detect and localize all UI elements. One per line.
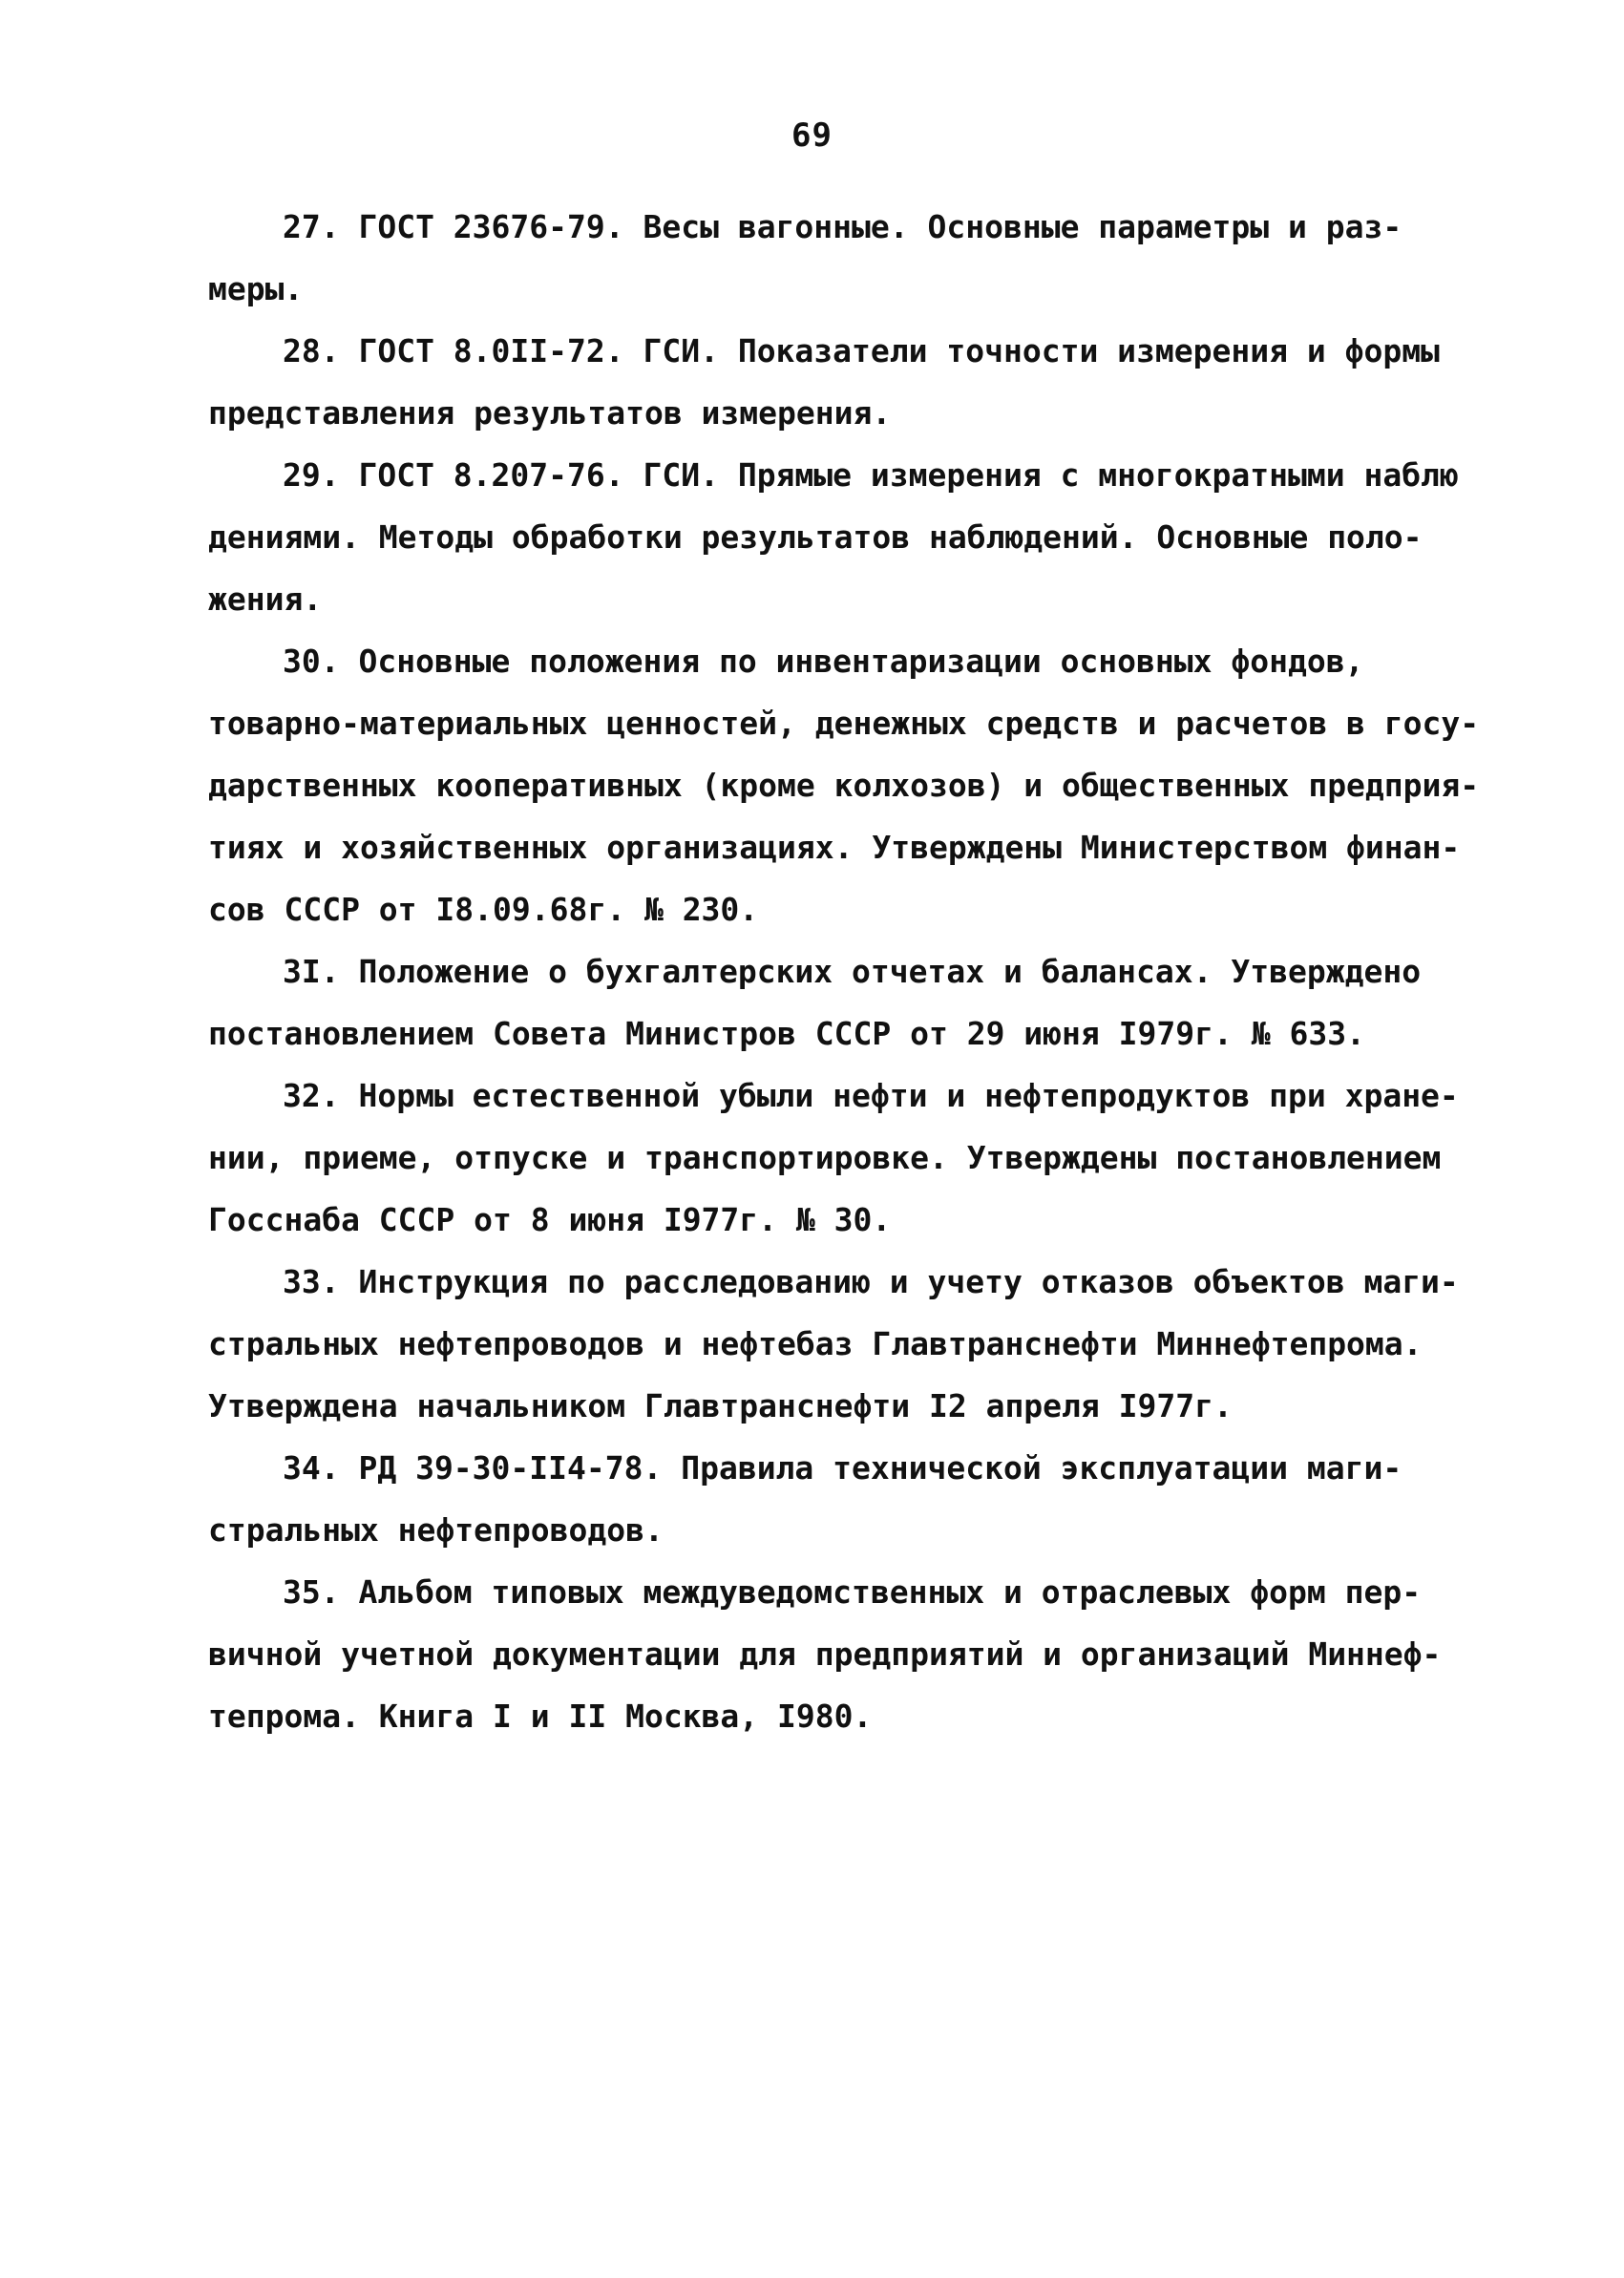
entry-line: сов СССР от I8.09.68г. № 230.	[208, 891, 759, 928]
entry-line: нии, приеме, отпуске и транспортировке. Утверждены постановлением	[208, 1139, 1442, 1176]
entry-line: стральных нефтепроводов и нефтебаз Главтранснефти Миннефтепрома.	[208, 1325, 1423, 1362]
entry-line: вичной учетной документации для предприятий и организаций Миннеф-	[208, 1635, 1442, 1673]
entry-line: 27. ГОСТ 23676-79. Весы вагонные. Основные параметры и раз-	[283, 208, 1403, 245]
entry-line: 35. Альбом типовых междуведомственных и отраслевых форм пер-	[283, 1573, 1422, 1611]
list-item	[208, 940, 1492, 1065]
entry-line: тепрома. Книга I и II Москва, I980.	[208, 1698, 873, 1735]
entry-line: меры.	[208, 270, 304, 307]
entry-line: стральных нефтепроводов.	[208, 1511, 664, 1549]
entry-line: 3I. Положение о бухгалтерских отчетах и балансах. Утверждено	[283, 953, 1422, 990]
list-item	[208, 1065, 1492, 1251]
entry-line: дениями. Методы обработки результатов наблюдений. Основные поло-	[208, 518, 1423, 556]
list-item	[208, 1437, 1492, 1561]
list-item	[208, 1561, 1492, 1747]
page-number: 69	[791, 116, 833, 155]
entry-line: Утверждена начальником Главтранснефти I2 апреля I977г.	[208, 1387, 1233, 1424]
entry-line: 32. Нормы естественной убыли нефти и нефтепродуктов при хране-	[283, 1077, 1459, 1114]
entry-line: 34. РД 39-30-II4-78. Правила технической эксплуатации маги-	[283, 1449, 1403, 1487]
entry-line: 33. Инструкция по расследованию и учету отказов объектов маги-	[283, 1263, 1459, 1300]
list-item	[208, 444, 1492, 630]
entry-line: дарственных кооперативных (кроме колхозов) и общественных предприя-	[208, 767, 1480, 804]
entry-line: Госснаба СССР от 8 июня I977г. № 30.	[208, 1201, 892, 1238]
entry-line: тиях и хозяйственных организациях. Утверждены Министерством финан-	[208, 829, 1461, 866]
list-item	[208, 1251, 1492, 1437]
list-item	[208, 630, 1492, 940]
entry-line: 30. Основные положения по инвентаризации основных фондов,	[283, 643, 1364, 680]
list-item	[208, 320, 1492, 444]
list-item	[208, 196, 1492, 320]
entry-line: представления результатов измерения.	[208, 394, 892, 432]
entry-line: жения.	[208, 580, 323, 618]
entry-line: 29. ГОСТ 8.207-76. ГСИ. Прямые измерения с многократными наблю	[283, 456, 1459, 494]
entry-line: 28. ГОСТ 8.0II-72. ГСИ. Показатели точности измерения и формы	[283, 332, 1440, 369]
entry-line: товарно-материальных ценностей, денежных средств и расчетов в госу-	[208, 705, 1480, 742]
entry-line: постановлением Совета Министров СССР от 29 июня I979г. № 633.	[208, 1015, 1365, 1052]
reference-list	[208, 196, 1492, 1747]
